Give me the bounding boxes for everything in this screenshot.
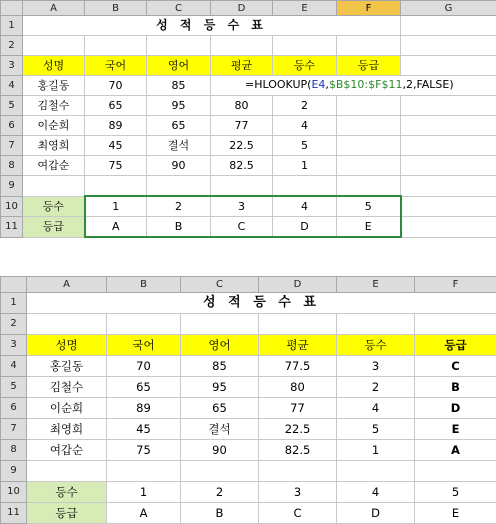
cell[interactable]: 22.5	[211, 136, 273, 156]
cell[interactable]: 89	[107, 398, 181, 419]
table-title[interactable]: 성 적 등 수 표	[27, 293, 496, 314]
sheet-row	[1, 293, 496, 314]
lookup-cell[interactable]: A	[107, 503, 181, 524]
cell[interactable]	[415, 461, 496, 482]
row-header-7[interactable]: 7	[1, 419, 27, 440]
cell[interactable]: 80	[211, 96, 273, 116]
cell[interactable]	[273, 36, 337, 56]
table-row	[1, 356, 496, 377]
cell[interactable]: 85	[181, 356, 259, 377]
row-header-4[interactable]: 4	[1, 356, 27, 377]
column-header-f[interactable]: F	[337, 1, 401, 16]
header-cell-name[interactable]: 성명	[23, 56, 85, 76]
column-header-c[interactable]: C	[147, 1, 211, 16]
row-header-4[interactable]: 4	[1, 76, 23, 96]
select-all-corner[interactable]	[1, 1, 23, 16]
select-all-corner[interactable]	[1, 277, 27, 293]
column-header-c[interactable]: C	[181, 277, 259, 293]
column-header-g[interactable]: G	[401, 1, 496, 16]
table-row	[1, 398, 496, 419]
lookup-row	[1, 196, 496, 217]
column-header-e[interactable]: E	[273, 1, 337, 16]
table-row	[1, 76, 496, 96]
lookup-cell[interactable]: D	[337, 503, 415, 524]
lookup-cell[interactable]: A	[85, 217, 147, 238]
lookup-cell[interactable]: 4	[337, 482, 415, 503]
cell[interactable]: 90	[147, 156, 211, 176]
table-row	[1, 440, 496, 461]
header-cell-average[interactable]: 평균	[211, 56, 273, 76]
formula-text: =HLOOKUP(E4,$B$10:$F$11,2,FALSE)	[243, 76, 456, 93]
cell[interactable]: 홍길동	[23, 76, 85, 96]
lookup-label-rank[interactable]: 등수	[27, 482, 107, 503]
grade-cell[interactable]: E	[415, 419, 496, 440]
formula-ref-range: $B$10:$F$11	[329, 78, 403, 91]
cell[interactable]: 최영희	[27, 419, 107, 440]
lookup-row	[1, 217, 496, 238]
cell[interactable]	[337, 116, 401, 136]
cell[interactable]	[147, 176, 211, 197]
cell[interactable]: 4	[273, 116, 337, 136]
lookup-cell[interactable]: B	[181, 503, 259, 524]
cell[interactable]	[401, 217, 496, 238]
header-cell-korean[interactable]: 국어	[85, 56, 147, 76]
cell[interactable]	[27, 461, 107, 482]
lookup-cell[interactable]: E	[337, 217, 401, 238]
cell[interactable]: 1	[273, 156, 337, 176]
column-header-e[interactable]: E	[337, 277, 415, 293]
row-header-1[interactable]: 1	[1, 16, 23, 36]
grade-cell[interactable]: D	[415, 398, 496, 419]
cell[interactable]: 45	[107, 419, 181, 440]
cell[interactable]: 85	[147, 76, 211, 96]
cell[interactable]: 최영희	[23, 136, 85, 156]
header-row	[1, 56, 496, 76]
cell[interactable]	[107, 314, 181, 335]
cell[interactable]: 70	[107, 356, 181, 377]
sheet-row	[1, 461, 496, 482]
cell[interactable]	[259, 314, 337, 335]
lookup-cell[interactable]: 1	[107, 482, 181, 503]
lookup-row	[1, 503, 496, 524]
header-cell-rank[interactable]: 등수	[273, 56, 337, 76]
cell[interactable]	[147, 36, 211, 56]
cell[interactable]	[259, 461, 337, 482]
cell[interactable]	[401, 16, 496, 36]
row-header-9[interactable]: 9	[1, 461, 27, 482]
row-header-6[interactable]: 6	[1, 116, 23, 136]
row-header-9[interactable]: 9	[1, 176, 23, 197]
lookup-cell[interactable]: 2	[147, 196, 211, 217]
lookup-cell[interactable]: C	[259, 503, 337, 524]
lookup-cell[interactable]: C	[211, 217, 273, 238]
table-title[interactable]: 성 적 등 수 표	[23, 16, 401, 36]
cell[interactable]: 70	[85, 76, 147, 96]
cell[interactable]	[107, 461, 181, 482]
cell[interactable]	[401, 156, 496, 176]
cell[interactable]	[337, 461, 415, 482]
cell[interactable]	[401, 36, 496, 56]
column-header-d[interactable]: D	[211, 1, 273, 16]
lookup-cell[interactable]: 2	[181, 482, 259, 503]
row-header-11[interactable]: 11	[1, 217, 23, 238]
cell[interactable]	[211, 36, 273, 56]
cell[interactable]: 45	[85, 136, 147, 156]
cell[interactable]: 4	[337, 398, 415, 419]
cell[interactable]	[337, 96, 401, 116]
cell[interactable]	[181, 314, 259, 335]
cell[interactable]: 77	[259, 398, 337, 419]
column-header-row	[1, 277, 496, 293]
lookup-row	[1, 482, 496, 503]
cell[interactable]	[401, 56, 496, 76]
cell[interactable]: 여갑순	[23, 156, 85, 176]
cell[interactable]	[337, 314, 415, 335]
cell[interactable]: 75	[107, 440, 181, 461]
cell[interactable]	[85, 36, 147, 56]
cell[interactable]: 77	[211, 116, 273, 136]
row-header-11[interactable]: 11	[1, 503, 27, 524]
column-header-f[interactable]: F	[415, 277, 496, 293]
sheet-row	[1, 16, 496, 36]
cell[interactable]	[23, 176, 85, 197]
row-header-5[interactable]: 5	[1, 377, 27, 398]
header-cell-rank[interactable]: 등수	[337, 335, 415, 356]
formula-ref-e4: E4	[311, 78, 325, 91]
header-cell-average[interactable]: 평균	[259, 335, 337, 356]
formula-edit-cell[interactable]	[211, 76, 496, 96]
row-header-10[interactable]: 10	[1, 196, 23, 217]
cell[interactable]: 2	[337, 377, 415, 398]
cell[interactable]: 결석	[181, 419, 259, 440]
header-row	[1, 335, 496, 356]
cell[interactable]: 김철수	[27, 377, 107, 398]
column-header-b[interactable]: B	[107, 277, 181, 293]
row-header-6[interactable]: 6	[1, 398, 27, 419]
column-header-d[interactable]: D	[259, 277, 337, 293]
top-spreadsheet	[0, 0, 496, 238]
table-row	[1, 116, 496, 136]
lookup-cell[interactable]: 5	[415, 482, 496, 503]
lookup-label-rank[interactable]: 등수	[23, 196, 85, 217]
cell[interactable]: 여갑순	[27, 440, 107, 461]
row-header-1[interactable]: 1	[1, 293, 27, 314]
sheet-row	[1, 314, 496, 335]
row-header-5[interactable]: 5	[1, 96, 23, 116]
cell[interactable]	[415, 314, 496, 335]
lookup-label-grade[interactable]: 등급	[27, 503, 107, 524]
cell[interactable]	[85, 176, 147, 197]
table-row	[1, 136, 496, 156]
row-header-10[interactable]: 10	[1, 482, 27, 503]
lookup-cell[interactable]: E	[415, 503, 496, 524]
cell[interactable]: 65	[85, 96, 147, 116]
grade-cell[interactable]: A	[415, 440, 496, 461]
bottom-spreadsheet	[0, 276, 496, 524]
cell[interactable]: 95	[147, 96, 211, 116]
row-header-2[interactable]: 2	[1, 36, 23, 56]
lookup-cell[interactable]: 5	[337, 196, 401, 217]
lookup-label-grade[interactable]: 등급	[23, 217, 85, 238]
header-cell-english[interactable]: 영어	[147, 56, 211, 76]
table-row	[1, 156, 496, 176]
grade-cell[interactable]: B	[415, 377, 496, 398]
cell[interactable]	[23, 36, 85, 56]
table-row	[1, 96, 496, 116]
cell[interactable]	[181, 461, 259, 482]
lookup-cell[interactable]: B	[147, 217, 211, 238]
cell[interactable]: 결석	[147, 136, 211, 156]
cell[interactable]: 82.5	[259, 440, 337, 461]
cell[interactable]	[401, 196, 496, 217]
row-header-7[interactable]: 7	[1, 136, 23, 156]
cell[interactable]: 2	[273, 96, 337, 116]
cell[interactable]	[337, 136, 401, 156]
cell[interactable]	[401, 96, 496, 116]
cell[interactable]	[211, 176, 273, 197]
cell[interactable]: 80	[259, 377, 337, 398]
table-row	[1, 377, 496, 398]
cell[interactable]	[27, 314, 107, 335]
row-header-3[interactable]: 3	[1, 56, 23, 76]
cell[interactable]: 95	[181, 377, 259, 398]
table-row	[1, 419, 496, 440]
cell[interactable]	[337, 176, 401, 197]
header-cell-grade[interactable]: 등급	[337, 56, 401, 76]
cell[interactable]: 65	[107, 377, 181, 398]
lookup-cell[interactable]: 4	[273, 196, 337, 217]
cell[interactable]: 이순희	[23, 116, 85, 136]
header-cell-english[interactable]: 영어	[181, 335, 259, 356]
sheet-row	[1, 36, 496, 56]
header-cell-korean[interactable]: 국어	[107, 335, 181, 356]
cell[interactable]: 65	[147, 116, 211, 136]
lookup-cell[interactable]: D	[273, 217, 337, 238]
row-header-8[interactable]: 8	[1, 440, 27, 461]
lookup-cell[interactable]: 3	[259, 482, 337, 503]
row-header-2[interactable]: 2	[1, 314, 27, 335]
row-header-3[interactable]: 3	[1, 335, 27, 356]
cell[interactable]: 5	[273, 136, 337, 156]
cell[interactable]: 89	[85, 116, 147, 136]
cell[interactable]: 이순희	[27, 398, 107, 419]
cell[interactable]	[337, 156, 401, 176]
cell[interactable]: 75	[85, 156, 147, 176]
cell[interactable]	[273, 176, 337, 197]
cell[interactable]: 5	[337, 419, 415, 440]
column-header-row	[1, 1, 496, 16]
cell[interactable]	[401, 136, 496, 156]
cell[interactable]: 22.5	[259, 419, 337, 440]
column-header-b[interactable]: B	[85, 1, 147, 16]
grade-cell[interactable]: C	[415, 356, 496, 377]
cell[interactable]: 65	[181, 398, 259, 419]
sheet-row	[1, 176, 496, 197]
cell[interactable]: 1	[337, 440, 415, 461]
cell[interactable]: 77.5	[259, 356, 337, 377]
cell[interactable]	[337, 36, 401, 56]
lookup-cell[interactable]: 3	[211, 196, 273, 217]
cell[interactable]	[401, 116, 496, 136]
cell[interactable]: 90	[181, 440, 259, 461]
column-header-a[interactable]: A	[23, 1, 85, 16]
cell[interactable]: 82.5	[211, 156, 273, 176]
header-cell-grade[interactable]: 등급	[415, 335, 496, 356]
column-header-a[interactable]: A	[27, 277, 107, 293]
cell[interactable]	[401, 176, 496, 197]
cell[interactable]: 3	[337, 356, 415, 377]
cell[interactable]: 김철수	[23, 96, 85, 116]
row-header-8[interactable]: 8	[1, 156, 23, 176]
lookup-cell[interactable]: 1	[85, 196, 147, 217]
header-cell-name[interactable]: 성명	[27, 335, 107, 356]
cell[interactable]: 홍길동	[27, 356, 107, 377]
